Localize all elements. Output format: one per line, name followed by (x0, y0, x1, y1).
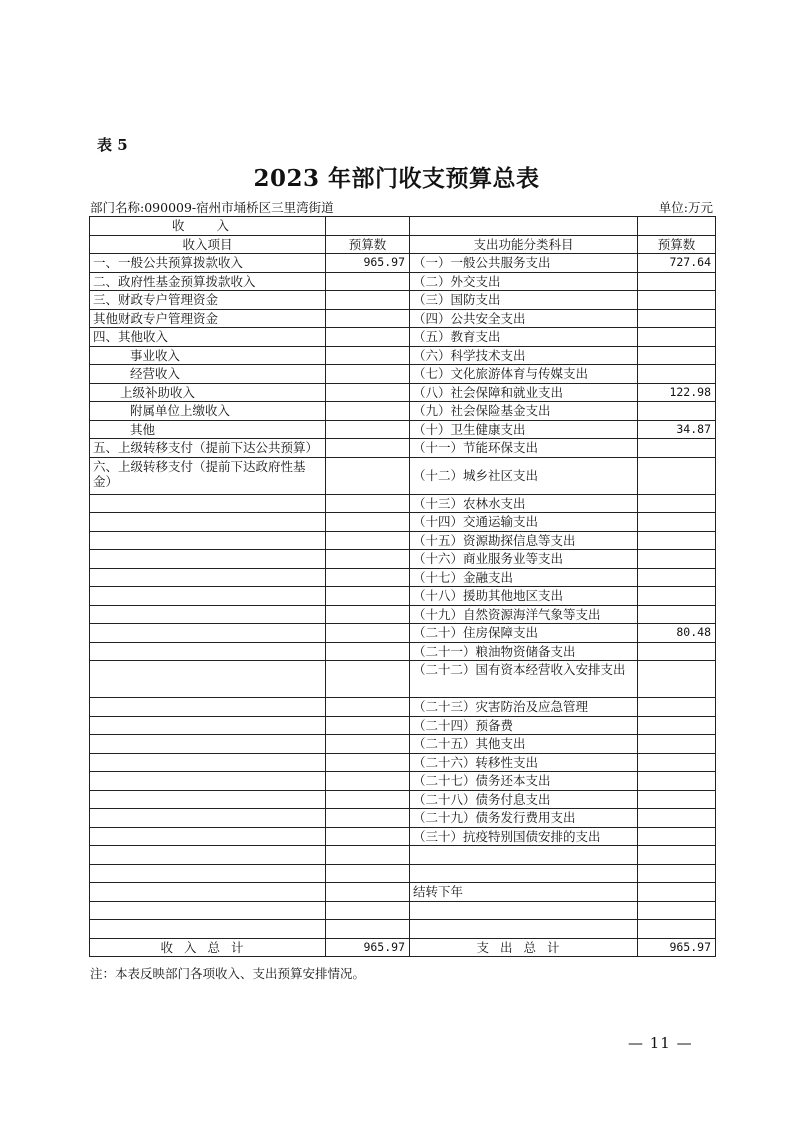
income-item-cell (90, 827, 326, 846)
expense-item-cell: （十四）交通运输支出 (410, 513, 638, 532)
table-row (90, 883, 716, 902)
expense-item-cell: （十三）农林水支出 (410, 494, 638, 513)
expense-budget-cell (638, 291, 716, 310)
expense-budget-cell (638, 365, 716, 384)
table-row (90, 716, 716, 735)
income-item-cell (90, 568, 326, 587)
income-budget-cell (326, 531, 410, 550)
table-row (90, 291, 716, 310)
table-row (90, 846, 716, 865)
income-item-cell (90, 716, 326, 735)
income-item-cell (90, 698, 326, 717)
expense-item-cell: （二十八）债务付息支出 (410, 790, 638, 809)
income-item-cell (90, 587, 326, 606)
expense-item-cell: （二十）住房保障支出 (410, 624, 638, 643)
income-budget-cell (326, 494, 410, 513)
expense-budget-cell (638, 642, 716, 661)
department-name: 部门名称:090009-宿州市埇桥区三里湾街道 (90, 200, 334, 215)
expense-budget-cell (638, 920, 716, 939)
table-row (90, 809, 716, 828)
table-row (90, 790, 716, 809)
table-row (90, 439, 716, 458)
income-section-header: 收 入 (90, 217, 326, 236)
income-item-cell (90, 901, 326, 920)
income-budget-cell (326, 661, 410, 698)
income-item-cell (90, 494, 326, 513)
expense-budget-cell (638, 735, 716, 754)
income-budget-cell (326, 568, 410, 587)
expense-budget-cell (638, 587, 716, 606)
expense-budget-cell: 727.64 (638, 254, 716, 273)
income-item-cell (90, 661, 326, 698)
expense-item-cell: （十九）自然资源海洋气象等支出 (410, 605, 638, 624)
income-budget-cell (326, 901, 410, 920)
table-section-header-row (90, 217, 716, 236)
income-budget-cell (326, 420, 410, 439)
table-row (90, 661, 716, 698)
income-budget-cell (326, 605, 410, 624)
income-item-cell: 三、财政专户管理资金 (90, 291, 326, 310)
table-row (90, 568, 716, 587)
expense-item-cell: （十一）节能环保支出 (410, 439, 638, 458)
table-row (90, 383, 716, 402)
income-budget-cell (326, 513, 410, 532)
table-row (90, 753, 716, 772)
income-item-cell: 六、上级转移支付（提前下达政府性基金） (90, 457, 326, 494)
income-item-cell: 上级补助收入 (90, 383, 326, 402)
income-budget-cell (326, 883, 410, 902)
income-item-cell: 四、其他收入 (90, 328, 326, 347)
expense-budget-cell (638, 457, 716, 494)
table-row (90, 698, 716, 717)
table-note: 注：本表反映部门各项收入、支出预算安排情况。 (90, 966, 366, 981)
total-row (90, 938, 716, 957)
income-item-cell (90, 605, 326, 624)
expense-budget-cell (638, 272, 716, 291)
expense-item-cell: （十）卫生健康支出 (410, 420, 638, 439)
expense-item-cell: （二十一）粮油物资储备支出 (410, 642, 638, 661)
income-total-label: 收入总计 (90, 938, 326, 957)
expense-item-cell: 结转下年 (410, 883, 638, 902)
expense-budget-cell: 34.87 (638, 420, 716, 439)
income-item-cell: 其他 (90, 420, 326, 439)
income-budget-cell (326, 624, 410, 643)
income-budget-cell (326, 790, 410, 809)
income-item-cell: 附属单位上缴收入 (90, 402, 326, 421)
income-budget-cell (326, 735, 410, 754)
expense-item-cell: （六）科学技术支出 (410, 346, 638, 365)
expense-item-cell: （七）文化旅游体育与传媒支出 (410, 365, 638, 384)
expense-budget-cell (638, 790, 716, 809)
table-row (90, 365, 716, 384)
table-row (90, 402, 716, 421)
expense-budget-cell (638, 827, 716, 846)
expense-item-cell: （二十三）灾害防治及应急管理 (410, 698, 638, 717)
expense-item-cell: （一）一般公共服务支出 (410, 254, 638, 273)
unit-label: 单位:万元 (658, 200, 713, 215)
table-label: 表 5 (97, 136, 128, 154)
expense-budget-cell (638, 661, 716, 698)
income-budget-cell: 965.97 (326, 254, 410, 273)
table-row (90, 587, 716, 606)
income-budget-cell (326, 920, 410, 939)
expense-item-cell: （三十）抗疫特别国债安排的支出 (410, 827, 638, 846)
income-item-cell: 五、上级转移支付（提前下达公共预算） (90, 439, 326, 458)
expense-item-cell: （十二）城乡社区支出 (410, 457, 638, 494)
expense-budget-cell: 80.48 (638, 624, 716, 643)
income-item-cell (90, 790, 326, 809)
column-header-expense-budget: 预算数 (638, 235, 716, 254)
column-header-income-item: 收入项目 (90, 235, 326, 254)
table-row (90, 827, 716, 846)
expense-budget-cell (638, 346, 716, 365)
expense-budget-cell (638, 809, 716, 828)
expense-item-cell: （二十五）其他支出 (410, 735, 638, 754)
table-row (90, 642, 716, 661)
expense-item-cell: （二十六）转移性支出 (410, 753, 638, 772)
expense-budget-cell (638, 772, 716, 791)
income-item-cell (90, 883, 326, 902)
income-item-cell (90, 846, 326, 865)
income-budget-cell (326, 272, 410, 291)
table-row (90, 254, 716, 273)
expense-budget-cell (638, 753, 716, 772)
income-budget-cell (326, 402, 410, 421)
expense-budget-cell (638, 531, 716, 550)
expense-budget-cell (638, 698, 716, 717)
expense-budget-cell (638, 846, 716, 865)
expense-budget-cell (638, 716, 716, 735)
expense-total-value: 965.97 (638, 938, 716, 957)
table-row (90, 494, 716, 513)
expense-item-cell: （九）社会保险基金支出 (410, 402, 638, 421)
table-row (90, 624, 716, 643)
table-row (90, 550, 716, 569)
income-budget-cell (326, 846, 410, 865)
table-row (90, 346, 716, 365)
income-item-cell: 其他财政专户管理资金 (90, 309, 326, 328)
table-row (90, 901, 716, 920)
expense-item-cell: （二十九）债务发行费用支出 (410, 809, 638, 828)
income-item-cell (90, 513, 326, 532)
income-budget-cell (326, 439, 410, 458)
table-row (90, 531, 716, 550)
expense-budget-cell (638, 568, 716, 587)
budget-table (89, 216, 716, 957)
expense-item-cell: （二十七）债务还本支出 (410, 772, 638, 791)
expense-budget-cell (638, 550, 716, 569)
income-item-cell (90, 550, 326, 569)
expense-item-cell: （十七）金融支出 (410, 568, 638, 587)
expense-item-cell: （十八）援助其他地区支出 (410, 587, 638, 606)
table-row (90, 605, 716, 624)
expense-item-cell (410, 901, 638, 920)
expense-budget-cell: 122.98 (638, 383, 716, 402)
table-row (90, 735, 716, 754)
income-item-cell: 事业收入 (90, 346, 326, 365)
expense-item-cell: （十六）商业服务业等支出 (410, 550, 638, 569)
table-row (90, 513, 716, 532)
income-item-cell (90, 531, 326, 550)
table-row (90, 420, 716, 439)
expense-item-cell: （三）国防支出 (410, 291, 638, 310)
table-row (90, 772, 716, 791)
expense-item-cell: （八）社会保障和就业支出 (410, 383, 638, 402)
expense-item-cell (410, 846, 638, 865)
table-row (90, 920, 716, 939)
income-budget-cell (326, 827, 410, 846)
expense-item-cell: （二）外交支出 (410, 272, 638, 291)
expense-budget-cell (638, 328, 716, 347)
income-item-cell: 经营收入 (90, 365, 326, 384)
page-title: 2023 年部门收支预算总表 (253, 165, 540, 192)
expense-budget-cell (638, 309, 716, 328)
expense-budget-cell (638, 883, 716, 902)
income-item-cell (90, 624, 326, 643)
column-header-expense-item: 支出功能分类科目 (410, 235, 638, 254)
income-budget-cell (326, 550, 410, 569)
table-row (90, 328, 716, 347)
expense-budget-cell (638, 494, 716, 513)
income-budget-cell (326, 753, 410, 772)
table-column-header-row (90, 235, 716, 254)
income-budget-cell (326, 291, 410, 310)
expense-budget-cell (638, 864, 716, 883)
income-item-cell (90, 920, 326, 939)
expense-budget-cell (638, 901, 716, 920)
income-item-cell (90, 864, 326, 883)
table-row (90, 864, 716, 883)
income-budget-cell (326, 457, 410, 494)
income-budget-cell (326, 772, 410, 791)
expense-budget-cell (638, 402, 716, 421)
income-item-cell (90, 753, 326, 772)
expense-item-cell: （五）教育支出 (410, 328, 638, 347)
income-budget-cell (326, 698, 410, 717)
income-budget-cell (326, 346, 410, 365)
income-item-cell: 一、一般公共预算拨款收入 (90, 254, 326, 273)
income-budget-cell (326, 309, 410, 328)
table-row (90, 457, 716, 494)
income-item-cell: 二、政府性基金预算拨款收入 (90, 272, 326, 291)
expense-item-cell (410, 920, 638, 939)
income-budget-cell (326, 365, 410, 384)
table-row (90, 309, 716, 328)
income-budget-cell (326, 809, 410, 828)
column-header-income-budget: 预算数 (326, 235, 410, 254)
income-budget-cell (326, 328, 410, 347)
expense-item-cell: （二十二）国有资本经营收入安排支出 (410, 661, 638, 698)
expense-budget-cell (638, 439, 716, 458)
income-item-cell (90, 735, 326, 754)
income-budget-cell (326, 642, 410, 661)
expense-item-cell (410, 864, 638, 883)
income-budget-cell (326, 383, 410, 402)
expense-total-label: 支出总计 (410, 938, 638, 957)
page-number: — 11 — (628, 1034, 693, 1052)
income-item-cell (90, 772, 326, 791)
income-total-value: 965.97 (326, 938, 410, 957)
income-item-cell (90, 809, 326, 828)
income-budget-cell (326, 716, 410, 735)
expense-item-cell: （二十四）预备费 (410, 716, 638, 735)
income-item-cell (90, 642, 326, 661)
table-row (90, 272, 716, 291)
expense-budget-cell (638, 605, 716, 624)
expense-item-cell: （四）公共安全支出 (410, 309, 638, 328)
expense-budget-cell (638, 513, 716, 532)
income-budget-cell (326, 864, 410, 883)
expense-item-cell: （十五）资源勘探信息等支出 (410, 531, 638, 550)
income-budget-cell (326, 587, 410, 606)
